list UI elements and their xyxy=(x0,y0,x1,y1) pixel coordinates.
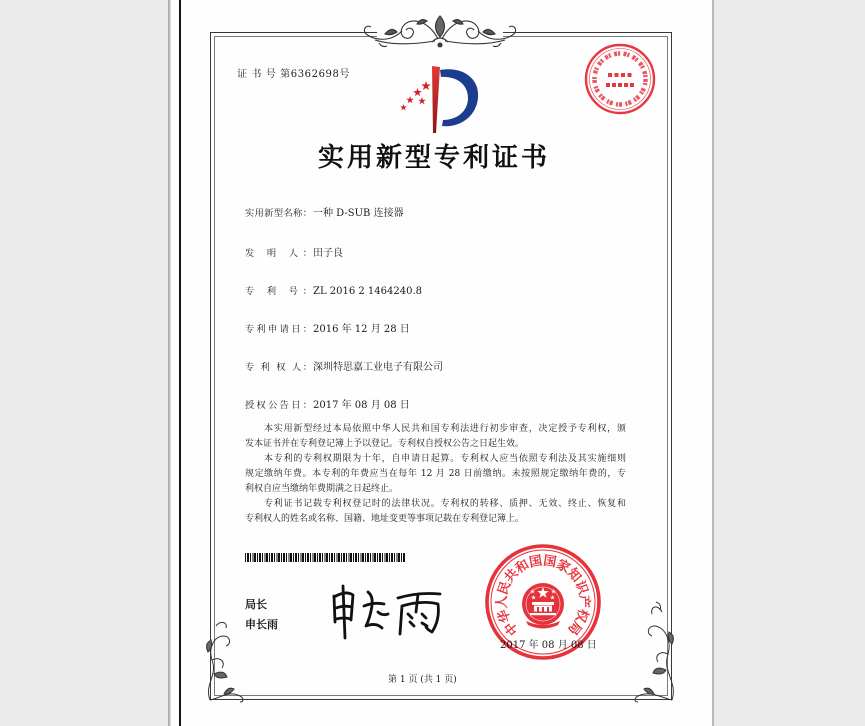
paragraph-line: 规定缴纳年费。本专利的年费应当在每年 12 月 28 日前缴纳。未按照规定缴纳年费的，专 xyxy=(245,469,626,479)
field-label-patentee: 专 利 权 人： xyxy=(245,362,312,373)
field-label-inventor: 发 明 人： xyxy=(245,248,312,259)
paragraph-line: 专利证书记载专利权登记时的法律状况。专利权的转移、质押、无效、终止、恢复和 xyxy=(264,499,626,509)
certificate-body xyxy=(245,422,626,527)
field-value-patentee: 深圳特思嘉工业电子有限公司 xyxy=(313,362,443,373)
agency-seal-icon xyxy=(583,42,657,116)
paragraph-term xyxy=(245,452,626,497)
signatory-title: 局长 xyxy=(245,598,267,611)
paragraph-line: 专利权人的姓名或名称、国籍、地址变更等事项记载在专利登记簿上。 xyxy=(245,514,525,524)
field-value-grant-date: 2017 年 08 月 08 日 xyxy=(313,400,410,411)
corner-ornament-left-icon xyxy=(200,612,248,704)
certificate-number: 证 书 号 第6362698号 xyxy=(237,69,351,80)
paragraph-line: 利权自应当缴纳年费期满之日起终止。 xyxy=(245,484,399,494)
field-value-utility-model-name: 一种 D-SUB 连接器 xyxy=(313,208,404,219)
paragraph-grant xyxy=(245,422,626,452)
field-value-patent-number: ZL 2016 2 1464240.8 xyxy=(313,286,423,297)
field-value-inventor: 田子良 xyxy=(313,248,343,259)
scan-line xyxy=(179,0,181,726)
field-label-application-date: 专利申请日： xyxy=(245,324,312,335)
official-seal-icon xyxy=(478,537,608,667)
paragraph-line: 本实用新型经过本局依照中华人民共和国专利法进行初步审查，决定授予专利权，颁 xyxy=(264,424,626,434)
paragraph-line: 发本证书并在专利登记簿上予以登记。专利权自授权公告之日起生效。 xyxy=(245,439,525,449)
paragraph-record xyxy=(245,497,626,527)
top-ornament-icon xyxy=(355,10,525,52)
page-edge-left xyxy=(168,0,171,726)
certificate-title: 实用新型专利证书 xyxy=(318,143,551,173)
page-number: 第 1 页 (共 1 页) xyxy=(388,675,457,685)
field-label-grant-date: 授权公告日： xyxy=(245,400,312,411)
handwritten-signature xyxy=(326,582,446,642)
barcode xyxy=(245,553,405,562)
signatory-name: 申长雨 xyxy=(245,618,278,631)
issue-date: 2017 年 08 月 08 日 xyxy=(500,640,597,651)
corner-ornament-right-icon xyxy=(626,598,680,704)
seal-text: 中华人民共和国国家知识产权局 xyxy=(494,553,592,638)
field-label-utility-model-name: 实用新型名称： xyxy=(245,208,312,219)
page-edge-right xyxy=(712,0,714,726)
field-value-application-date: 2016 年 12 月 28 日 xyxy=(313,324,410,335)
field-label-patent-number: 专 利 号： xyxy=(245,286,312,297)
patent-office-logo-icon xyxy=(396,64,482,136)
paragraph-line: 本专利的专利权期限为十年，自申请日起算。专利权人应当依照专利法及其实施细则 xyxy=(264,454,626,464)
